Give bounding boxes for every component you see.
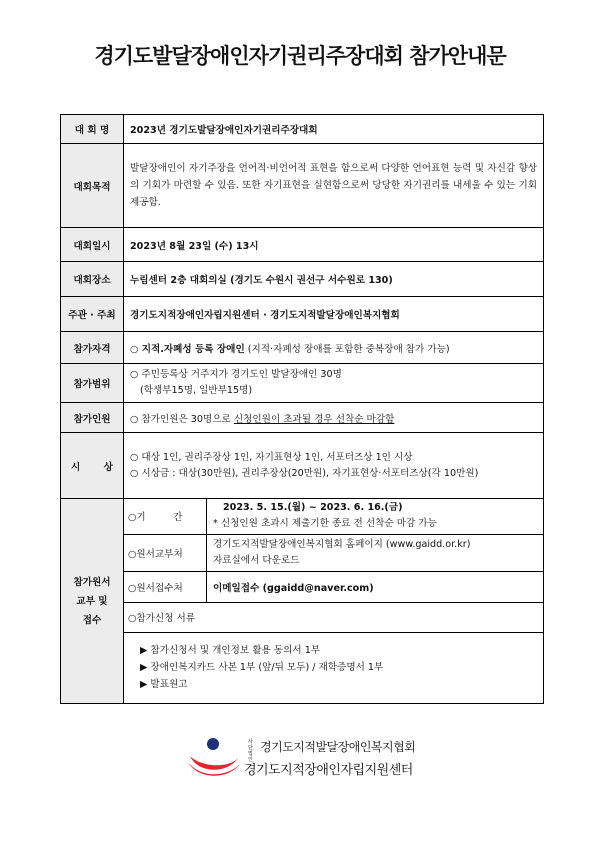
label-event-name: 대 회 명 — [61, 115, 124, 144]
application-subtable — [124, 499, 543, 703]
value-awards — [124, 433, 544, 499]
application-details — [124, 499, 544, 704]
distribution-line1: 경기도지적발달장애인복지협회 홈페이지 (www.gaidd.or.kr) — [213, 538, 471, 550]
sub-row-documents-title — [124, 602, 543, 632]
value-event-name: 2023년 경기도발달장애인자기권리주장대회 — [124, 115, 544, 144]
label-date: 대회일시 — [61, 228, 124, 262]
label-venue: 대회장소 — [61, 262, 124, 297]
period-note: * 신청인원 초과시 제출기한 종료 전 선착순 마감 가능 — [213, 518, 437, 530]
label-headcount: 참가인원 — [61, 403, 124, 433]
sub-row-documents — [124, 632, 543, 703]
label-host: 주관 · 주최 — [61, 297, 124, 332]
awards-line2: ○ 시상금 : 대상(30만원), 권리주장상(20만원), 자기표현상·서포터즈상(각 10만원) — [130, 467, 479, 479]
sub-row-period — [124, 499, 543, 534]
distribution-label: ○원서교부처 — [124, 534, 207, 571]
submission-email[interactable]: 이메일접수 (ggaidd@naver.com) — [207, 571, 544, 602]
value-headcount — [124, 403, 544, 433]
org-name-center: 경기도지적장애인자립지원센터 — [244, 763, 413, 778]
value-eligibility — [124, 332, 544, 364]
sub-row-distribution — [124, 534, 543, 571]
value-date: 2023년 8월 23일 (수) 13시 — [124, 228, 544, 262]
sub-row-submission — [124, 571, 543, 602]
row-date — [61, 228, 544, 262]
period-label: ○기 간 — [124, 499, 207, 534]
period-value-cell — [207, 499, 544, 534]
row-headcount — [61, 403, 544, 433]
row-scope — [61, 364, 544, 403]
row-event-name — [61, 115, 544, 144]
document-item: ▶ 발표원고 — [140, 679, 188, 691]
value-purpose: 발달장애인이 자기주장을 언어적·비언어적 표현을 함으로써 다양한 언어표현 능력 및 자신감 향상의 기회가 마련할 수 있음. 또한 자기표현을 실현함으로써 당당한 자기권리를 내세울 수 있는 기회 제공함. — [124, 144, 544, 228]
row-venue — [61, 262, 544, 297]
row-eligibility — [61, 332, 544, 364]
label-awards: 시 상 — [61, 433, 124, 499]
distribution-line2: 자료실에서 다운로드 — [213, 554, 300, 566]
label-purpose: 대회목적 — [61, 144, 124, 228]
document-item: ▶ 장애인복지카드 사본 1부 (앞/뒤 모두) / 재학증명서 1부 — [140, 662, 384, 674]
label-application-line1: 참가원서 — [73, 576, 111, 588]
scope-line1: ○ 주민등록상 거주지가 경기도인 발달장애인 30명 — [130, 369, 342, 380]
period-value: 2023. 5. 15.(월) ~ 2023. 6. 16.(금) — [223, 502, 403, 514]
eligibility-main: ○ 지적.자폐성 등록 장애인 — [130, 343, 245, 355]
value-venue: 누림센터 2층 대회의실 (경기도 수원시 권선구 서수원로 130) — [124, 262, 544, 297]
row-awards — [61, 433, 544, 499]
value-host: 경기도지적장애인자립지원센터 · 경기도지적발달장애인복지협회 — [124, 297, 544, 332]
awards-line1: ○ 대상 1인, 권리주장상 1인, 자기표현상 1인, 서포터즈상 1인 시상 — [130, 451, 413, 463]
row-host — [61, 297, 544, 332]
label-application — [61, 499, 124, 704]
submission-label: ○원서접수처 — [124, 571, 207, 602]
row-application — [61, 499, 544, 704]
info-table — [60, 114, 544, 704]
documents-list — [124, 632, 543, 703]
association-logo-icon — [186, 734, 242, 778]
scope-line2: (학생부15명, 일반부15명) — [140, 385, 253, 396]
distribution-value-cell — [207, 534, 544, 571]
headcount-prefix: ○ 참가인원은 30명으로 — [130, 413, 234, 425]
label-eligibility: 참가자격 — [61, 332, 124, 364]
org-prefix: 사단법인 — [248, 739, 253, 763]
footer-logo — [186, 734, 426, 784]
document-item: ▶ 참가신청서 및 개인정보 활용 동의서 1부 — [140, 645, 321, 657]
page-title: 경기도발달장애인자기권리주장대회 참가안내문 — [94, 44, 506, 68]
org-name-association: 경기도지적발달장애인복지협회 — [260, 740, 416, 754]
row-purpose — [61, 144, 544, 228]
value-scope — [124, 364, 544, 403]
eligibility-note: (지적·자폐성 장애를 포함한 중복장애 참가 가능) — [244, 343, 450, 355]
documents-label: ○참가신청 서류 — [124, 602, 543, 632]
label-scope: 참가범위 — [61, 364, 124, 403]
headcount-underlined: 신청인원이 초과될 경우 선착순 마감함 — [233, 413, 395, 425]
label-application-line2: 교부 및 — [76, 595, 108, 607]
label-application-line3: 접수 — [82, 614, 102, 626]
